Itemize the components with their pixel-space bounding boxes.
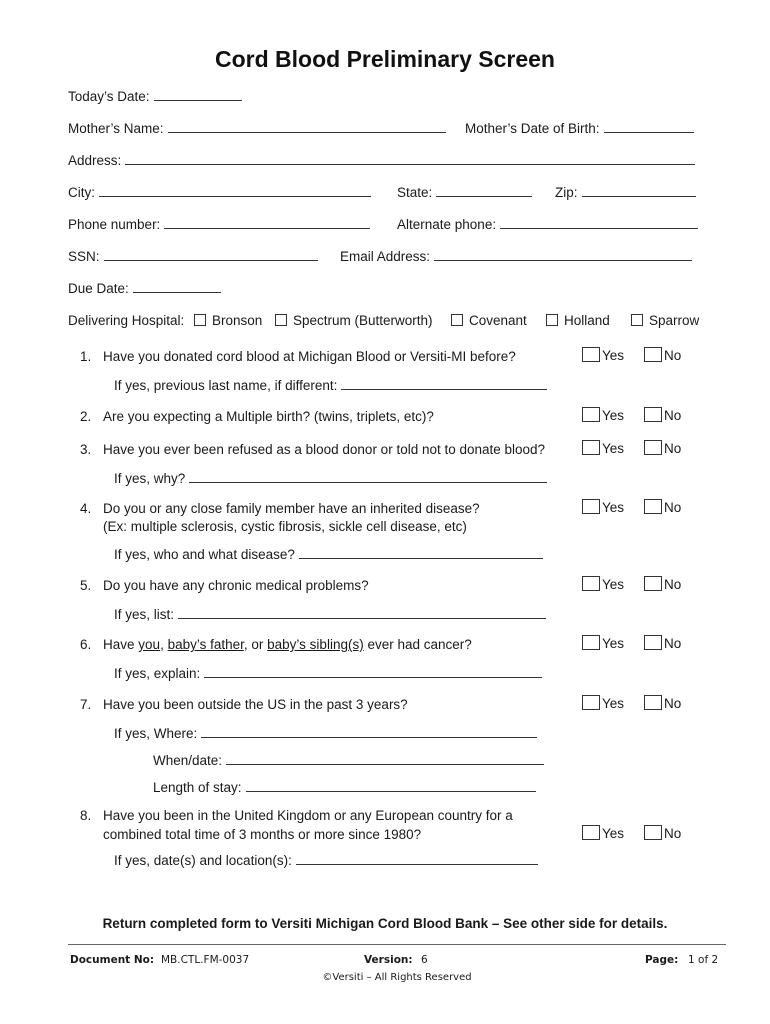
checkbox-icon[interactable] (451, 314, 463, 326)
page-value: 1 of 2 (688, 954, 719, 966)
zip-field (555, 184, 696, 200)
page-title: Cord Blood Preliminary Screen (215, 46, 555, 72)
checkbox-icon[interactable] (582, 440, 600, 455)
question-1-no[interactable]: No (644, 347, 681, 363)
state-field (397, 184, 532, 200)
question-number: 5. (80, 578, 92, 593)
question-number: 1. (80, 349, 92, 364)
footer-divider (68, 944, 726, 945)
alt-phone-field (397, 216, 698, 232)
todays-date-input[interactable] (154, 88, 242, 101)
checkbox-icon[interactable] (275, 314, 287, 326)
checkbox-icon[interactable] (546, 314, 558, 326)
question-6-yes[interactable]: Yes (582, 635, 624, 651)
question-1-yes[interactable]: Yes (582, 347, 624, 363)
checkbox-icon[interactable] (582, 499, 600, 514)
state-input[interactable] (436, 184, 532, 197)
question-4-examples: (Ex: multiple sclerosis, cystic fibrosis, sickle cell disease, etc) (103, 519, 467, 534)
hospital-option-holland[interactable]: Holland (546, 313, 610, 328)
question-6-followup-input[interactable] (204, 665, 542, 678)
question-4-text: Do you or any close family member have an inherited disease? (103, 501, 480, 516)
delivering-hospital-label: Delivering Hospital: (68, 313, 185, 328)
mothers-dob-input[interactable] (604, 120, 694, 133)
question-5-followup-input[interactable] (178, 606, 546, 619)
question-3-followup: If yes, why? (114, 470, 547, 486)
alt-phone-label: Alternate phone: (397, 217, 497, 232)
checkbox-icon[interactable] (582, 635, 600, 650)
question-8-text: Have you been in the United Kingdom or any European country for a (103, 808, 513, 823)
question-7-when: When/date: (153, 752, 544, 768)
ssn-input[interactable] (104, 248, 318, 261)
question-number: 3. (80, 442, 92, 457)
document-number-value: MB.CTL.FM-0037 (161, 954, 250, 966)
checkbox-icon[interactable] (582, 825, 600, 840)
checkbox-icon[interactable] (644, 825, 662, 840)
ssn-label: SSN: (68, 249, 100, 264)
question-7-where-input[interactable] (201, 725, 537, 738)
question-2-no[interactable]: No (644, 407, 681, 423)
checkbox-icon[interactable] (644, 347, 662, 362)
alt-phone-input[interactable] (500, 216, 698, 229)
checkbox-icon[interactable] (194, 314, 206, 326)
question-6-no[interactable]: No (644, 635, 681, 651)
question-1-followup-input[interactable] (341, 377, 547, 390)
hospital-option-covenant[interactable]: Covenant (451, 313, 527, 328)
question-7-text: Have you been outside the US in the past 3 years? (103, 697, 408, 712)
question-4-yes[interactable]: Yes (582, 499, 624, 515)
phone-label: Phone number: (68, 217, 161, 232)
checkbox-icon[interactable] (644, 440, 662, 455)
version-value: 6 (421, 954, 428, 966)
checkbox-icon[interactable] (644, 576, 662, 591)
return-note: Return completed form to Versiti Michigan Cord Blood Bank – See other side for details. (102, 916, 668, 931)
question-7-yes[interactable]: Yes (582, 695, 624, 711)
checkbox-icon[interactable] (644, 695, 662, 710)
email-input[interactable] (434, 248, 692, 261)
checkbox-icon[interactable] (644, 407, 662, 422)
address-field (68, 152, 695, 168)
checkbox-icon[interactable] (582, 695, 600, 710)
question-7-no[interactable]: No (644, 695, 681, 711)
hospital-option-sparrow[interactable]: Sparrow (631, 313, 699, 328)
checkbox-icon[interactable] (582, 347, 600, 362)
checkbox-icon[interactable] (644, 635, 662, 650)
hospital-option-spectrum[interactable]: Spectrum (Butterworth) (275, 313, 433, 328)
mothers-name-label: Mother’s Name: (68, 121, 164, 136)
due-date-input[interactable] (133, 280, 221, 293)
question-6-followup: If yes, explain: (114, 665, 542, 681)
mothers-name-input[interactable] (168, 120, 446, 133)
question-2-yes[interactable]: Yes (582, 407, 624, 423)
question-8-followup: If yes, date(s) and location(s): (114, 852, 538, 868)
hospital-option-bronson[interactable]: Bronson (194, 313, 262, 328)
question-8-followup-input[interactable] (296, 852, 538, 865)
city-label: City: (68, 185, 95, 200)
question-3-followup-input[interactable] (189, 470, 547, 483)
email-field (340, 248, 692, 264)
question-3-no[interactable]: No (644, 440, 681, 456)
due-date-label: Due Date: (68, 281, 129, 296)
question-4-followup: If yes, who and what disease? (114, 546, 543, 562)
checkbox-icon[interactable] (644, 499, 662, 514)
question-7-when-input[interactable] (226, 752, 544, 765)
zip-input[interactable] (582, 184, 696, 197)
copyright: ©Versiti – All Rights Reserved (322, 972, 472, 983)
question-8-no[interactable]: No (644, 825, 681, 841)
page-label: Page: (645, 954, 679, 966)
todays-date-label: Today’s Date: (68, 89, 150, 104)
checkbox-icon[interactable] (631, 314, 643, 326)
question-7-length: Length of stay: (153, 779, 536, 795)
phone-input[interactable] (164, 216, 370, 229)
question-8-yes[interactable]: Yes (582, 825, 624, 841)
mothers-dob-label: Mother’s Date of Birth: (465, 121, 600, 136)
question-7-length-input[interactable] (246, 779, 536, 792)
mothers-dob-field (465, 120, 694, 136)
todays-date-field (68, 88, 242, 104)
question-6-text: Have you, baby’s father, or baby’s sibling(s) ever had cancer? (103, 637, 472, 652)
state-label: State: (397, 185, 433, 200)
mothers-name-field (68, 120, 446, 136)
city-input[interactable] (99, 184, 371, 197)
phone-field (68, 216, 370, 232)
question-5-no[interactable]: No (644, 576, 681, 592)
due-date-field (68, 280, 221, 296)
question-number: 6. (80, 637, 92, 652)
question-1-text: Have you donated cord blood at Michigan Blood or Versiti-MI before? (103, 349, 516, 364)
city-field (68, 184, 371, 200)
question-2-text: Are you expecting a Multiple birth? (twins, triplets, etc)? (103, 409, 434, 424)
question-3-text: Have you ever been refused as a blood donor or told not to donate blood? (103, 442, 546, 457)
address-label: Address: (68, 153, 122, 168)
version-label: Version: (364, 954, 413, 966)
question-number: 7. (80, 697, 92, 712)
question-4-no[interactable]: No (644, 499, 681, 515)
document-number-label: Document No: (70, 954, 155, 966)
checkbox-icon[interactable] (582, 576, 600, 591)
question-5-yes[interactable]: Yes (582, 576, 624, 592)
question-1-followup: If yes, previous last name, if different: (114, 377, 547, 393)
question-3-yes[interactable]: Yes (582, 440, 624, 456)
question-number: 4. (80, 501, 92, 516)
question-8-text-line2: combined total time of 3 months or more since 1980? (103, 827, 422, 842)
question-7-where: If yes, Where: (114, 725, 537, 741)
checkbox-icon[interactable] (582, 407, 600, 422)
email-label: Email Address: (340, 249, 431, 264)
question-5-followup: If yes, list: (114, 606, 546, 622)
question-number: 8. (80, 808, 92, 823)
question-number: 2. (80, 409, 92, 424)
question-5-text: Do you have any chronic medical problems? (103, 578, 369, 593)
address-input[interactable] (125, 152, 695, 165)
question-4-followup-input[interactable] (299, 546, 543, 559)
ssn-field (68, 248, 318, 264)
zip-label: Zip: (555, 185, 578, 200)
